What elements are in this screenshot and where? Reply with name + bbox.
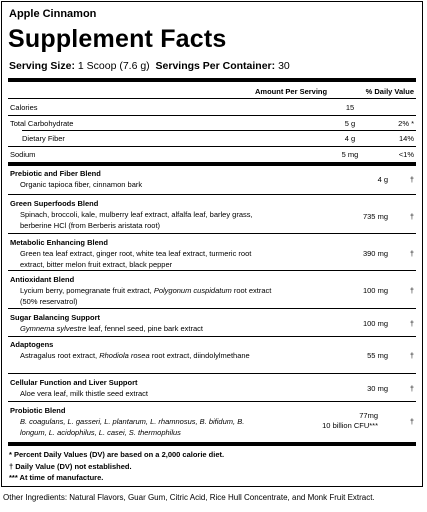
servings-per-container-label: Servings Per Container:: [155, 60, 276, 72]
servings-per-container-value: 30: [278, 60, 290, 72]
nutrient-label: Total Carbohydrate: [10, 119, 74, 128]
blend-name: Metabolic Enhancing Blend: [10, 238, 108, 247]
divider: [8, 336, 416, 337]
divider: [8, 115, 416, 116]
serving-info: [9, 60, 290, 72]
nutrient-label: Calories: [10, 103, 38, 112]
blend-amount: 100 mg: [362, 319, 388, 328]
other-ingredients: Other Ingredients: Natural Flavors, Guar Gum, Citric Acid, Rice Hull Concentrate, and Monk Fruit Extract.: [3, 493, 375, 502]
blend-dv: †: [409, 351, 414, 360]
nutrient-amount: 4 g: [344, 134, 356, 143]
blend-ingredients: Spinach, broccoli, kale, mulberry leaf extract, alfalfa leaf, barley grass, berberine HCl (from Berberis aristata root): [20, 210, 253, 230]
footnote-dagger: † Daily Value (DV) not established.: [9, 462, 132, 471]
blend-amount: 30 mg: [367, 384, 388, 393]
blend-dv: †: [409, 175, 414, 184]
blend-amount: 77mg: [359, 411, 378, 420]
blend-name: Antioxidant Blend: [10, 275, 75, 284]
divider: [8, 233, 416, 234]
divider: [8, 146, 416, 147]
serving-size-value: 1 Scoop (7.6 g): [77, 60, 150, 72]
blend-dv: †: [409, 417, 414, 426]
blend-amount: 390 mg: [362, 249, 388, 258]
divider-thick: [8, 78, 416, 82]
blend-ingredients: Gymnema sylvestre leaf, fennel seed, pine bark extract: [20, 324, 204, 333]
blend-ingredients: B. coagulans, L. gasseri, L. plantarum, L. rhamnosus, B. bifidum, B. longum, L. acidophilus, L. casei, S. thermophilus: [20, 417, 245, 437]
panel-title: Supplement Facts: [8, 25, 227, 53]
footnote-dv: * Percent Daily Values (DV) are based on a 2,000 calorie diet.: [9, 450, 225, 459]
blend-dv: †: [409, 212, 414, 221]
blend-ingredients: Aloe vera leaf, milk thistle seed extract: [20, 389, 148, 398]
divider: [8, 270, 416, 271]
divider-thick: [8, 442, 416, 446]
divider: [8, 373, 416, 374]
blend-name: Adaptogens: [10, 340, 54, 349]
blend-ingredients: Organic tapioca fiber, cinnamon bark: [20, 180, 143, 189]
blend-ingredients: Green tea leaf extract, ginger root, white tea leaf extract, turmeric root extract, bitter melon fruit extract, black pepper: [20, 249, 252, 269]
blend-dv: †: [409, 286, 414, 295]
blend-amount: 4 g: [377, 175, 388, 184]
nutrient-dv: 2% *: [398, 119, 414, 128]
dv-header: % Daily Value: [365, 87, 414, 96]
blend-dv: †: [409, 249, 414, 258]
blend-amount: 735 mg: [362, 212, 388, 221]
amount-header: Amount Per Serving: [255, 87, 328, 96]
blend-name: Prebiotic and Fiber Blend: [10, 169, 101, 178]
divider-thick: [8, 162, 416, 166]
flavor-label: Apple Cinnamon: [9, 8, 97, 20]
nutrient-label: Dietary Fiber: [22, 134, 65, 143]
divider: [8, 98, 416, 99]
blend-name: Green Superfoods Blend: [10, 199, 99, 208]
blend-dv: †: [409, 384, 414, 393]
divider: [8, 194, 416, 195]
blend-amount: 100 mg: [362, 286, 388, 295]
nutrient-amount: 5 g: [344, 119, 356, 128]
blend-name: Sugar Balancing Support: [10, 313, 101, 322]
nutrient-label: Sodium: [10, 150, 36, 159]
blend-name: Cellular Function and Liver Support: [10, 378, 138, 387]
footnote-manufacture: *** At time of manufacture.: [9, 473, 104, 482]
nutrient-dv: 14%: [398, 134, 414, 143]
divider: [22, 130, 416, 131]
divider: [8, 401, 416, 402]
nutrient-amount: 15: [345, 103, 355, 112]
divider: [8, 308, 416, 309]
serving-size-label: Serving Size:: [9, 60, 75, 72]
blend-amount: 55 mg: [367, 351, 388, 360]
blend-dv: †: [409, 319, 414, 328]
nutrient-dv: <1%: [398, 150, 414, 159]
blend-ingredients: Lycium berry, pomegranate fruit extract, Polygonum cuspidatum root extract (50% reservatrol): [20, 286, 272, 306]
supplement-facts-panel: [1, 1, 423, 487]
nutrient-amount: 5 mg: [341, 150, 359, 159]
blend-ingredients: Astragalus root extract, Rhodiola rosea root extract, diindolylmethane: [20, 351, 250, 360]
blend-name: Probiotic Blend: [10, 406, 66, 415]
blend-cfu: 10 billion CFU***: [322, 421, 378, 430]
